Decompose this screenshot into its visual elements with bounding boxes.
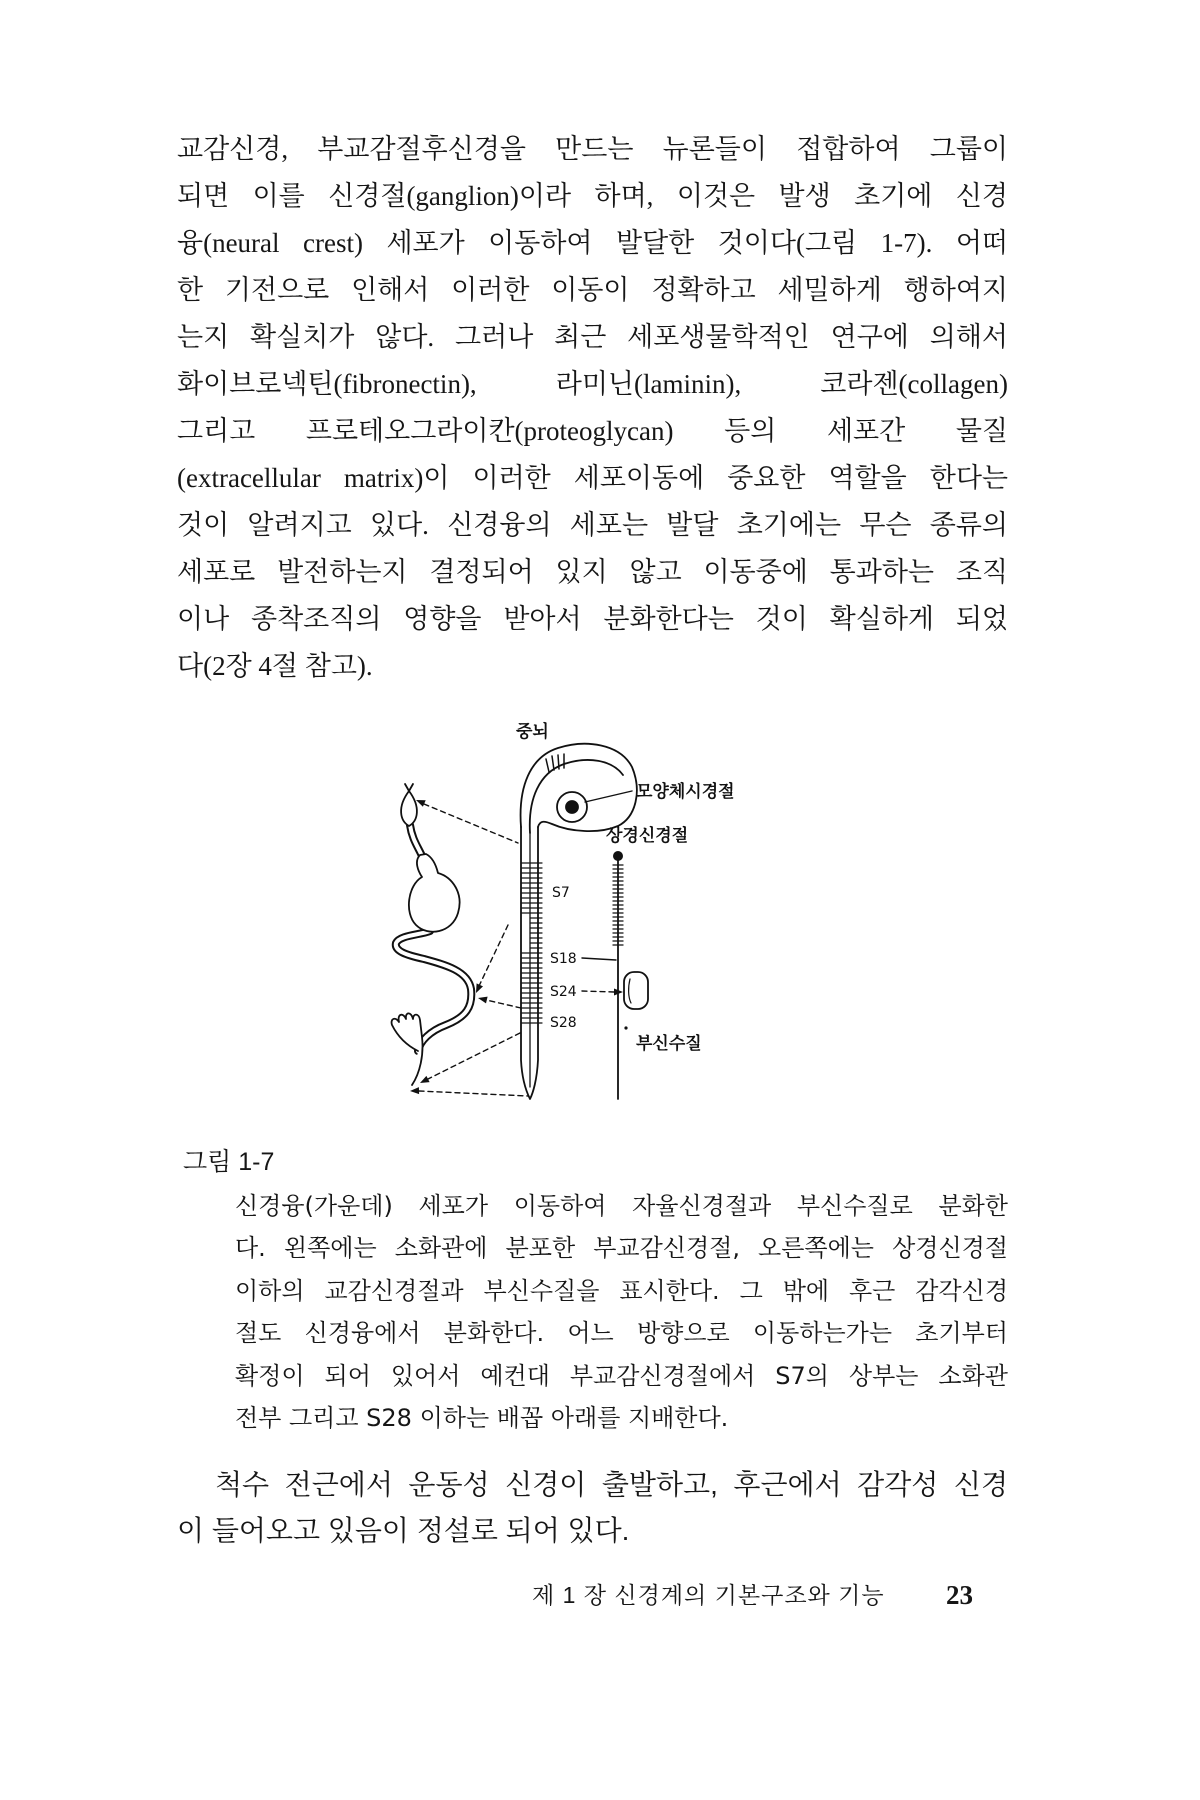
paragraph-line: (extracellular matrix)이 이러한 세포이동에 중요한 역할을 한다는: [177, 463, 1008, 493]
neural-tube-left-ticks: [522, 863, 529, 1023]
migration-path-to-midgut: [479, 925, 508, 986]
adrenal-medulla-shape: [624, 972, 648, 1009]
neural-tube-segment-ticks: [530, 863, 542, 1023]
caption-line: 전부 그리고 S28 이하는 배꼽 아래를 지배한다.: [235, 1403, 729, 1432]
closing-paragraph: [177, 1462, 1008, 1554]
stomach: [409, 854, 460, 932]
migration-path-to-adrenal: [582, 991, 614, 992]
ciliary-ganglion-leader: [585, 791, 632, 802]
arrowhead: [478, 997, 488, 1004]
caption-line: 이하의 교감신경절과 부신수질을 표시한다. 그 밖에 후근 감각신경: [235, 1276, 1008, 1305]
paragraph-line: 다(2장 4절 참고).: [177, 651, 373, 681]
paragraph-line: 한 기전으로 인해서 이러한 이동이 정확하고 세밀하게 행하여지: [177, 275, 1008, 305]
arrowhead: [420, 1076, 430, 1083]
ciliary-ganglion-marker: [566, 801, 578, 813]
s18-leader: [582, 958, 616, 960]
figure-caption: [235, 1185, 1008, 1439]
caption-line: 절도 신경융에서 분화한다. 어느 방향으로 이동하는가는 초기부터: [235, 1319, 1008, 1348]
caption-line: 신경융(가운데) 세포가 이동하여 자율신경절과 부신수질로 분화한: [235, 1192, 1008, 1220]
body-paragraph: [177, 126, 1008, 690]
paragraph-line: 세포로 발전하는지 결정되어 있지 않고 이동중에 통과하는 조직: [177, 557, 1008, 587]
paragraph-line: 이나 종착조직의 영향을 받아서 분화한다는 것이 확실하게 되었: [177, 604, 1008, 634]
migration-path-to-pharynx: [424, 804, 518, 843]
figure-1-7: [380, 715, 780, 1105]
paragraph-line: 는지 확실치가 않다. 그러나 최근 세포생물학적인 연구에 의해서: [177, 322, 1008, 352]
figure-caption-title: 그림 1-7: [183, 1148, 275, 1176]
paragraph-line: 것이 알려지고 있다. 신경융의 세포는 발달 초기에는 무슨 종류의: [177, 510, 1008, 540]
arrowheads: [410, 800, 628, 1094]
page-number: 23: [946, 1580, 973, 1610]
caption-line: 확정이 되어 있어서 예컨대 부교감신경절에서 S7의 상부는 소화관: [235, 1361, 1008, 1390]
migration-path-to-hindgut: [428, 1033, 520, 1079]
pharynx-bulb: [401, 791, 417, 826]
adrenal-medulla-label: 부신수질: [636, 1034, 702, 1054]
ciliary-ganglion-label: 모양체시경절: [636, 782, 735, 802]
paragraph-line: 교감신경, 부교감절후신경을 만드는 뉴론들이 접합하여 그룹이: [177, 134, 1008, 164]
superior-cervical-ganglion-dot: [613, 851, 623, 861]
neural-crest-migration-illustration: [380, 715, 780, 1105]
segment-label-s18: S18: [550, 951, 577, 967]
migration-path-to-midgut-lower: [486, 1000, 521, 1008]
arrowhead: [410, 1087, 419, 1094]
arrowhead: [476, 983, 483, 993]
paragraph-line: 되면 이를 신경절(ganglion)이라 하며, 이것은 발생 초기에 신경: [177, 181, 1008, 211]
caption-line: 다. 왼쪽에는 소화관에 분포한 부교감신경절, 오른쪽에는 상경신경절: [235, 1234, 1008, 1263]
midbrain-label: 중뇌: [516, 722, 549, 742]
paragraph-line: 척수 전근에서 운동성 신경이 출발하고, 후근에서 감각성 신경: [215, 1469, 1008, 1500]
superior-cervical-ganglion-label: 상경신경절: [606, 826, 689, 846]
segment-label-s24: S24: [550, 984, 577, 1000]
adrenal-label-dot: [624, 1026, 627, 1029]
migration-path-bottom: [419, 1091, 528, 1096]
paragraph-line: 그리고 프로테오그라이칸(proteoglycan) 등의 세포간 물질: [177, 416, 1008, 446]
hindgut-terminal: [392, 1013, 423, 1085]
sympathetic-chain-ganglia: [613, 865, 623, 945]
pharynx-tip: [405, 784, 413, 791]
arrowhead: [416, 800, 426, 807]
segment-label-s7: S7: [552, 885, 570, 901]
paragraph-line: 융(neural crest) 세포가 이동하여 발달한 것이다(그림 1-7). 어떠: [177, 228, 1008, 258]
segment-label-s28: S28: [550, 1015, 577, 1031]
paragraph-line: 이 들어오고 있음이 정설로 되어 있다.: [177, 1515, 630, 1546]
migration-paths: [419, 804, 614, 1096]
illustration-strokes: [392, 744, 648, 1099]
paragraph-line: 화이브로넥틴(fibronectin), 라미닌(laminin), 코라젠(collagen): [177, 369, 1008, 399]
running-head: 제 1 장 신경계의 기본구조와 기능: [532, 1582, 885, 1608]
